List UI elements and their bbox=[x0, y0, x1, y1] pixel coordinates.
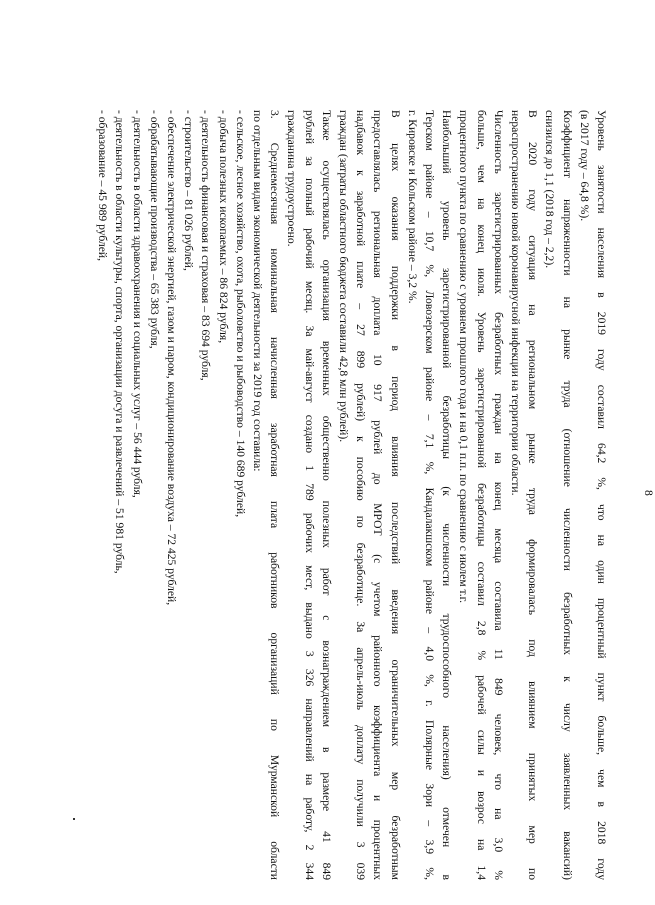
text-line: г. Кировске и Кольском районе – 3,2 %. bbox=[405, 110, 419, 304]
text-line: - деятельность в области здравоохранения и социальных услуг – 56 444 рубля, bbox=[130, 110, 144, 498]
rotated-text-block bbox=[90, 110, 655, 880]
text-line: (в 2017 году – 64,8 %). bbox=[577, 110, 591, 222]
text-line: снизился до 1,1 (2018 год – 2,2). bbox=[543, 110, 557, 269]
text-line: - обрабатывающие производства – 65 383 рубля, bbox=[147, 110, 161, 349]
text-line: - деятельность в области культуры, спорта, организации досуга и развлечений – 51 981 рубль, bbox=[113, 110, 127, 574]
text-line: Наибольший уровень зарегистрированной безработицы (к численности трудоспособного населения) отмечен в bbox=[440, 110, 454, 880]
text-line: граждан (затраты областного бюджета составили 42,8 млн рублей). bbox=[337, 110, 350, 443]
text-line: Терском районе – 10,7 %, Ловозерском районе – 7,1 %, Кандалакшском районе – 4,0 %, г. Полярные Зори – 3,9 %, bbox=[423, 110, 436, 880]
page-number: 8 bbox=[642, 490, 655, 496]
text-line: В 2020 году ситуация на региональном рынке труда формировалась под влиянием принятых мер по bbox=[526, 110, 540, 880]
text-line: больше, чем на конец июля. Уровень зарегистрированной безработицы составил 2,8 % рабочей силы и возрос на 1,4 bbox=[474, 110, 488, 880]
text-line: гражданина трудоустроено. bbox=[285, 110, 299, 247]
text-line: рублей за полный рабочий месяц. За май-август создано 1 789 рабочих мест, выдано 3 326 направлений на работу, 2 344 bbox=[302, 110, 316, 880]
text-line: надбавок к заработной плате – 27 899 рублей) к пособию по безработице. За апрель-июль доплату получили 3 039 bbox=[354, 110, 368, 880]
text-line: - деятельность финансовая и страховая – 83 694 рубля, bbox=[199, 110, 213, 381]
text-line: В целях оказания поддержки в период влияния последствий введения ограничительных мер безработным bbox=[388, 110, 402, 880]
text-line: Коэффициент напряженности на рынке труда (отношение численности безработных к числу заявленных вакансий) bbox=[560, 110, 574, 880]
text-line: по отдельным видам экономической деятельности за 2019 год составила: bbox=[251, 110, 264, 472]
text-line: нераспространению новой коронавирусной инфекции на территории области. bbox=[509, 110, 522, 496]
margin-mark bbox=[73, 818, 75, 820]
text-line: - строительство – 81 026 рублей, bbox=[182, 110, 196, 271]
text-line: 3. Среднемесячная номинальная начисленная заработная плата работников организаций по Мурманской области bbox=[268, 110, 282, 880]
text-line: Уровень занятости населения в 2019 году составил 64,2 %, что на один процентный пункт больше, чем в 2018 году bbox=[595, 110, 608, 880]
text-line: Численность зарегистрированных безработных граждан на конец месяца составила 11 849 человек, что на 3,0 % bbox=[491, 110, 505, 880]
text-line: - обеспечение электрической энергией, газом и паром, кондиционирование воздуха – 72 425 рублей, bbox=[165, 110, 178, 606]
text-line: процентного пункта по сравнению с уровнем прошлого года и на 0,1 п.п. по сравнению с июлем т.г. bbox=[457, 110, 471, 603]
text-line: - сельское, лесное хозяйство, охота, рыболовство и рыбоводство – 140 689 рублей, bbox=[233, 110, 247, 518]
text-line: Также осуществлялась организация временных общественно полезных работ с вознаграждением в размере 41 849 bbox=[319, 110, 333, 880]
text-line: - добыча полезных ископаемых – 86 824 рубля, bbox=[216, 110, 230, 344]
text-line: - образование – 45 989 рублей, bbox=[96, 110, 110, 262]
text-line: предоставлялась региональная доплата 10 917 рублей до МРОТ (с учетом районного коэффициента и процентных bbox=[371, 110, 385, 880]
